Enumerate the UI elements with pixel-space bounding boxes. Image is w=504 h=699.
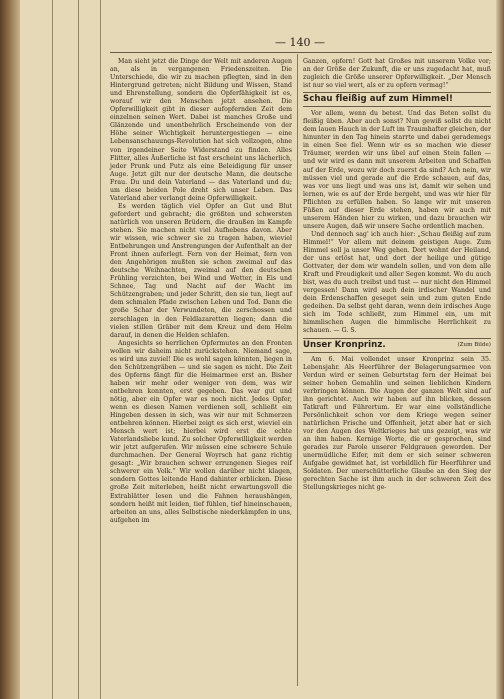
binding-line [100,0,101,699]
section-title: Unser Kronprinz. [303,339,386,350]
binding-line [78,0,79,699]
binding-line [52,0,53,699]
section-heading [303,338,491,353]
column-divider [297,54,298,686]
paragraph: Und dennoch sag' ich auch hier: „Schau fleißig auf zum Himmel!“ Vor allem mit deinem geistigen Auge. Zum Himmel soll ja unser Weg gehen. Dort wohnt der Heiland, der uns erlöst hat, und dort der heilige und gütige Gottvater, der dem wir wandeln sollen, und von dem alle Kraft und Freudigkeit und aller Segen kommt. Wo du auch bist, was du auch treibst und tust — nur nicht den Himmel vergessen! Dann wird auch dein irdischer Wandel und dein Erdenschaffen geseget sein und zum guten Ende gedeihen. Da selbst geht daran, wenn dein irdisches Auge sich im Tode schließt, zum Himmel ein, um mit himmlischen Augen die himmlische Herrlichkeit zu schauen. — G. S. [303,230,491,335]
paragraph: Ganzen, opfern! Gott hat Großes mit unserem Volke vor; an der Größe der Zukunft, die er uns zugedacht hat, muß zugleich die Größe unserer Opferwilligkeit. „Der Mensch ist nur so viel wert, als er zu opfern vermag!“ [303,58,491,90]
section-heading [303,92,491,107]
left-column [110,58,292,525]
section-source: (Zum Bilde) [457,341,491,348]
paragraph: Am 6. Mai vollendet unser Kronprinz sein 35. Lebensjahr. Als Heerführer der Belagerungsarmee von Verdun wird er seinen Geburtstag fern der Heimat bei seiner hohen Gemahlin und seinen lieblichen Kindern verbringen können. Die Augen der ganzen Welt sind auf ihn gerichtet. Auch wir haben auf ihn blicken, dessen Tatkraft und Führertum. Er war eine vollständliche Persönlichkeit schon vor dem Kriege wegen seiner natürlichen Frische und Offenheit, jetzt aber hat er sich vor den Augen des Weltkrieges hat uns gezeigt, was wir an ihm haben. Kernige Worte, die er gesprochen, sind gerades zur Parole unserer Feldgrauen geworden. Der unermüdliche Eifer, mit dem er sich seiner schweren Aufgabe gewidmet hat, ist vorbildlich für Heerführer und Soldaten. Der unerschütterliche Glaube an den Sieg der gerechten Sache ist ihm auch in der schweren Zeit des Stellungskrieges nicht ge- [303,355,491,492]
page-number: — 140 — [275,36,325,49]
paragraph: Angesichts so herrlichen Opfermutes an den Fronten wollen wir daheim nicht zurückstehen. Niemand sage, es wird uns zuviel! Die es wohl sagen könnten, liegen in den Schützengräben — und sie sagen es nicht. Die Zeit des Opferns fängt für die Heimarmee erst an. Bisher haben wir mehr oder weniger von dem, was wir entbehren konnten, erst gegeben. Das war gut und nötig, aber ein Opfer war es noch nicht. Jedes Opfer, wenn es diesen Namen verdienen soll, schließt ein Hingeben dessen in sich, was wir nur mit Schmerzen entbehren können. Hierbei zeigt es sich erst, wieviel ein Mensch wert ist; hierbei wird erst die echte Vaterlandsliebe kund. Zu solcher Opferwilligkeit werden wir jetzt aufgerufen. Wir müssen eine schwere Schule durchmachen. Der General Woyrsch hat ganz richtig gesagt: „Wir brauchen schwer errungenen Sieges reif schwerer ein Volk.“ Wir wollen darüber nicht klagen, sondern Gottes leitende Hand dahinter erblicken. Diese große Zeit miterleben, heißt nicht erwartungsvoll die Extrablätter lesen und die Fahnen heraushängen, sondern heißt mit leiden, tief fühlen, tief hineinschauen, arbeiten an uns, alles Selbstische niederkämpfen in uns, aufgehen im [110,339,292,524]
header-rule [110,52,492,53]
paragraph: Vor allem, wenn du betest. Und das Beten sollst du fleißig üben. Aber auch sonst? Nun gewiß sollst du nicht dem lauen Hauch in der Luft im Traumhafter gleichen, der hinunter in den Tag hinein starrte und dabei gerademegs in einen See fiel. Wenn wir es so machen wie dieser Träumer, werden wir uns übel auf einen Stein fallen — und wir wird es dann mit unserem Arbeiten und Schaffen auf der Erde, wozu wir doch zuerst da sind? Ach nein, wir müssen viel und gerade auf die Erde schauen, auf das, was vor uns liegt und was uns ist, damit wir sehen und lernen, wie es auf der Erde bergeht, und was wir hier für Pflichten zu erfüllen haben. So lange wir mit unseren Füßen auf dieser Erde stehen, haben wir auch mit unserem Händen hier zu wirken, und dazu brauchen wir unsere Augen, daß wir unsere Sache ordentlich machen. [303,110,491,230]
page-edge [496,0,504,699]
section-title: Schau fleißig auf zum Himmel! [303,94,453,105]
book-gutter [0,0,20,699]
paragraph: Man sieht jetzt die Dinge der Welt mit anderen Augen an, als in vergangenen Friedenszeiten. Die Unterschiede, die wir zu machen pflegten, sind in den Hintergrund getreten; nicht Bildung und Wissen, Stand und Ehrenstellung, sondern die Opferfähigkeit ist es, worauf wir den Menschen jetzt ansehen. Die Opferwilligkeit gibt in dieser aufopfernden Zeit dem einzelnen seinen Wert. Dabei ist manches Große und Glänzende und unentbehrlich Erscheinende von der Höhe seiner Wichtigkeit heruntergestiegen — eine Lebensanschauungs-Revolution hat sich vollzogen, ohne von irgendeiner Seite Widerstand zu finden. Alles Flitter, alles Äußerliche ist fast erscheint uns lächerlich, jeder Prunk und Putz als eine Beleidigung für unser Auge. Jetzt gilt nur der deutsche Mann, die deutsche Frau. Du und dein Vaterland — das Vaterland und du; um diese beiden Pole dreht sich unser Leben. Das Vaterland aber verlangt deine Opferwilligkeit. [110,58,292,202]
right-column [303,58,491,492]
paragraph: Es werden täglich viel Opfer an Gut und Blut gefordert und gebracht; die größten und schwersten natürlich von unseren Brüdern, die draußen im Kampfe stehen. Sie machen nicht viel Aufhebens davon. Aber wir wissen, wie schwer sie zu tragen haben, wieviel Entbehrungen und Anstrengungen der Aufenthalt an der Front ihnen auferlegt. Fern von der Heimat, fern von den Angehörigen mußten sie schon zweimal auf das deutsche Weihnachten, zweimal auf den deutschen Frühling verzichten, bei Wind und Wetter, in Eis und Schnee, Tag und Nacht auf der Wacht im Schützengraben; und jeder Schritt, den sie tun, liegt auf dem schmalen Pfade zwischen Leben und Tod. Dann die große Schar der Verwundeten, die zerschossen und zerschlagen in den Feldlazaretten liegen; dann die vielen stillen Gräber mit dem Kreuz und dem Helm darauf, in denen die Helden schlafen. [110,202,292,339]
